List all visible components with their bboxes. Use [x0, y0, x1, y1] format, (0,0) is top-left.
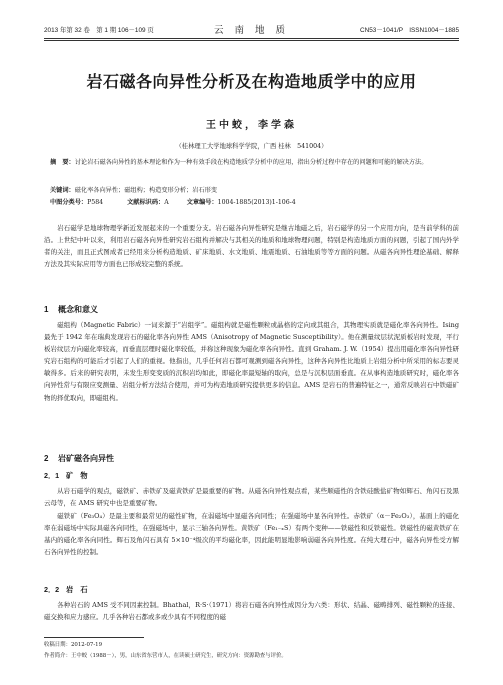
subsection-2-1-paragraph-1 [44, 485, 459, 509]
abstract-text: 讨论岩石磁各向异性的基本理论和作为一种有效手段在构造地质学分析中的应用，指出分析过程中存在的问题和可能的解决方法。 [74, 159, 428, 166]
subsection-2-1-heading [44, 471, 88, 481]
intro-text: 岩石磁学是地球物理学新近发展起来的一个重要分支。岩石磁各向异性研究是继古地磁之后，岩石磁学的另一个应用方向，是当前学科的前沿。上世纪中叶以来，利用岩石磁各向异性研究岩石组构并解决与其相关的地质和地球物理问题，特别是构造地质方面的问题，引起了国内外学者的关注，而且正式图成者已经用来分析构造地质、矿床地质、水文地质、地震地质、石油地质等等方面的问题。从磁各向异性理论基础、解释方法及其实际应用等方面也已形成较完整的系统。 [44, 224, 459, 269]
affiliation: （桂林理工大学地球科学学院，广西 桂林 541004） [175, 143, 328, 150]
header-rule-top [44, 38, 459, 39]
subsection-2-2-number: 2．2 [44, 585, 60, 594]
keywords-label: 关键词： [50, 187, 75, 194]
doc-code-value: A [164, 199, 169, 206]
section-1-number: 1 [44, 305, 49, 314]
header-rule-bottom [44, 40, 459, 41]
running-header [44, 22, 459, 36]
section-2-title: 岩矿磁各向异性 [58, 454, 114, 463]
section-2-number: 2 [44, 454, 49, 463]
section-1-paragraph [44, 319, 459, 404]
article-no-value: 1004-1885(2013)1-106-4 [217, 199, 296, 206]
paper-title: 岩石磁各向异性分析及在构造地质学中的应用 [86, 72, 417, 91]
footnote-author-bio: 作者简介：王中蛟（1988－），男，山东省东营市人，在读硕士研究生，研究方向：资源勘查与评价。 [44, 653, 287, 659]
footnote-rule [44, 637, 144, 638]
clc-value: P584 [87, 199, 104, 206]
section-1-heading [44, 304, 98, 315]
subsection-2-2-text-1: 各种岩石的 AMS 受不同因素控制。Bhathal，R·S·（1971）将岩石磁各向异性成因分为六类：形状、结晶、磁畴排列、磁性颗粒的连接、磁交换和应力感应。几乎各种岩石都或多或少具有不同程度的磁 [44, 601, 459, 622]
subsection-2-2-paragraph-1 [44, 599, 459, 623]
clc-label: 中图分类号： [50, 199, 88, 206]
section-1-title: 概念和意义 [58, 305, 98, 314]
keywords-text: 磁化率各向异性；磁组构；构造变形分析；岩石形变 [74, 187, 218, 194]
section-2-heading [44, 453, 114, 464]
journal-issue-info: 2013 年第 32 卷 第 1 期 106－109 页 [44, 27, 154, 34]
section-1-text: 磁组构（Magnetic Fabric）一词来源于“岩组学”。磁组构就是磁性颗粒或晶格的定向或其组合，其物理实质就是磁化率各向异性。Ising 最先于 1942 年在瑞典发现岩石的磁化率各向异性 AMS（Anisotropy of Magnetic Susceptibility）。他在测量纹层状泥质板岩时发现，平行板岩纹层方向磁化率较高，而垂直层理时磁化率较低，并称这种现象为磁化率各向异性。直到 Graham. J. W.（1954）提出用磁化率各向异性研究岩石组构的可能后才引起了人们的重视。他指出，几乎任何岩石都可观测到磁各向异性，这种各向异性比地质上岩组分析中所采用的标志要灵敏得多。后来的研究表明，未发生形变变质的沉积岩均如此，即磁化率最短轴的取向，总是与沉积层面垂直。在从事构造地质研究时，磁化率各向异性常与有限应变测量、岩组分析方法结合使用，并可为构造地质研究提供更多的信息。AMS 是岩石的普遍特征之一，通常反映岩石中铁磁矿物的择优取向，即磁组构。 [44, 321, 459, 402]
abstract-label: 摘 要： [50, 159, 75, 166]
journal-name: 云 南 地 质 [213, 25, 290, 36]
doc-code-label: 文献标识码： [127, 199, 165, 206]
subsection-2-2-heading [44, 585, 88, 595]
authors: 王中蛟，李学森 [206, 120, 297, 131]
journal-issn: CN53－1041/P ISSN1004－1885 [360, 27, 459, 34]
subsection-2-1-title: 矿 物 [66, 471, 88, 480]
keywords [50, 186, 451, 196]
article-no-label: 文章编号： [186, 199, 218, 206]
subsection-2-1-paragraph-2 [44, 510, 459, 558]
intro-paragraph [44, 222, 459, 270]
subsection-2-2-title: 岩 石 [66, 585, 88, 594]
subsection-2-1-text-2: 磁铁矿（Fe₃O₄）是最主要和最常见的磁性矿物，在弱磁场中显磁各向同性；在强磁场中显各向异性。赤铁矿（α－Fe₂O₃），基面上的磁化率在弱磁场中实际具磁各向同性，在强磁场中，显示三轴各向异性。黄铁矿（Fe₁₋ₓS）有两个变种——铁磁性和反铁磁性。铁磁性的磁黄铁矿在基内的磁化率各向同性。辉石及角闪石具有 5×10⁻⁴级次的平均磁化率，因此能明显地影响弱磁各向异性度。在纯大理石中，磁各向异性受方解石各向异性的控制。 [44, 512, 459, 557]
footnote-received: 收稿日期：2012-07-19 [44, 642, 103, 648]
classification [50, 198, 451, 208]
subsection-2-1-text-1: 从岩石磁学的观点，磁铁矿、赤铁矿及磁黄铁矿是最重要的矿物。从磁各向异性观点看，某些顺磁性的含铁硅酸盐矿物如辉石、角闪石及黑云母等，在 AMS 研究中也是重要矿物。 [44, 487, 459, 508]
subsection-2-1-number: 2．1 [44, 471, 60, 480]
abstract [50, 158, 451, 168]
